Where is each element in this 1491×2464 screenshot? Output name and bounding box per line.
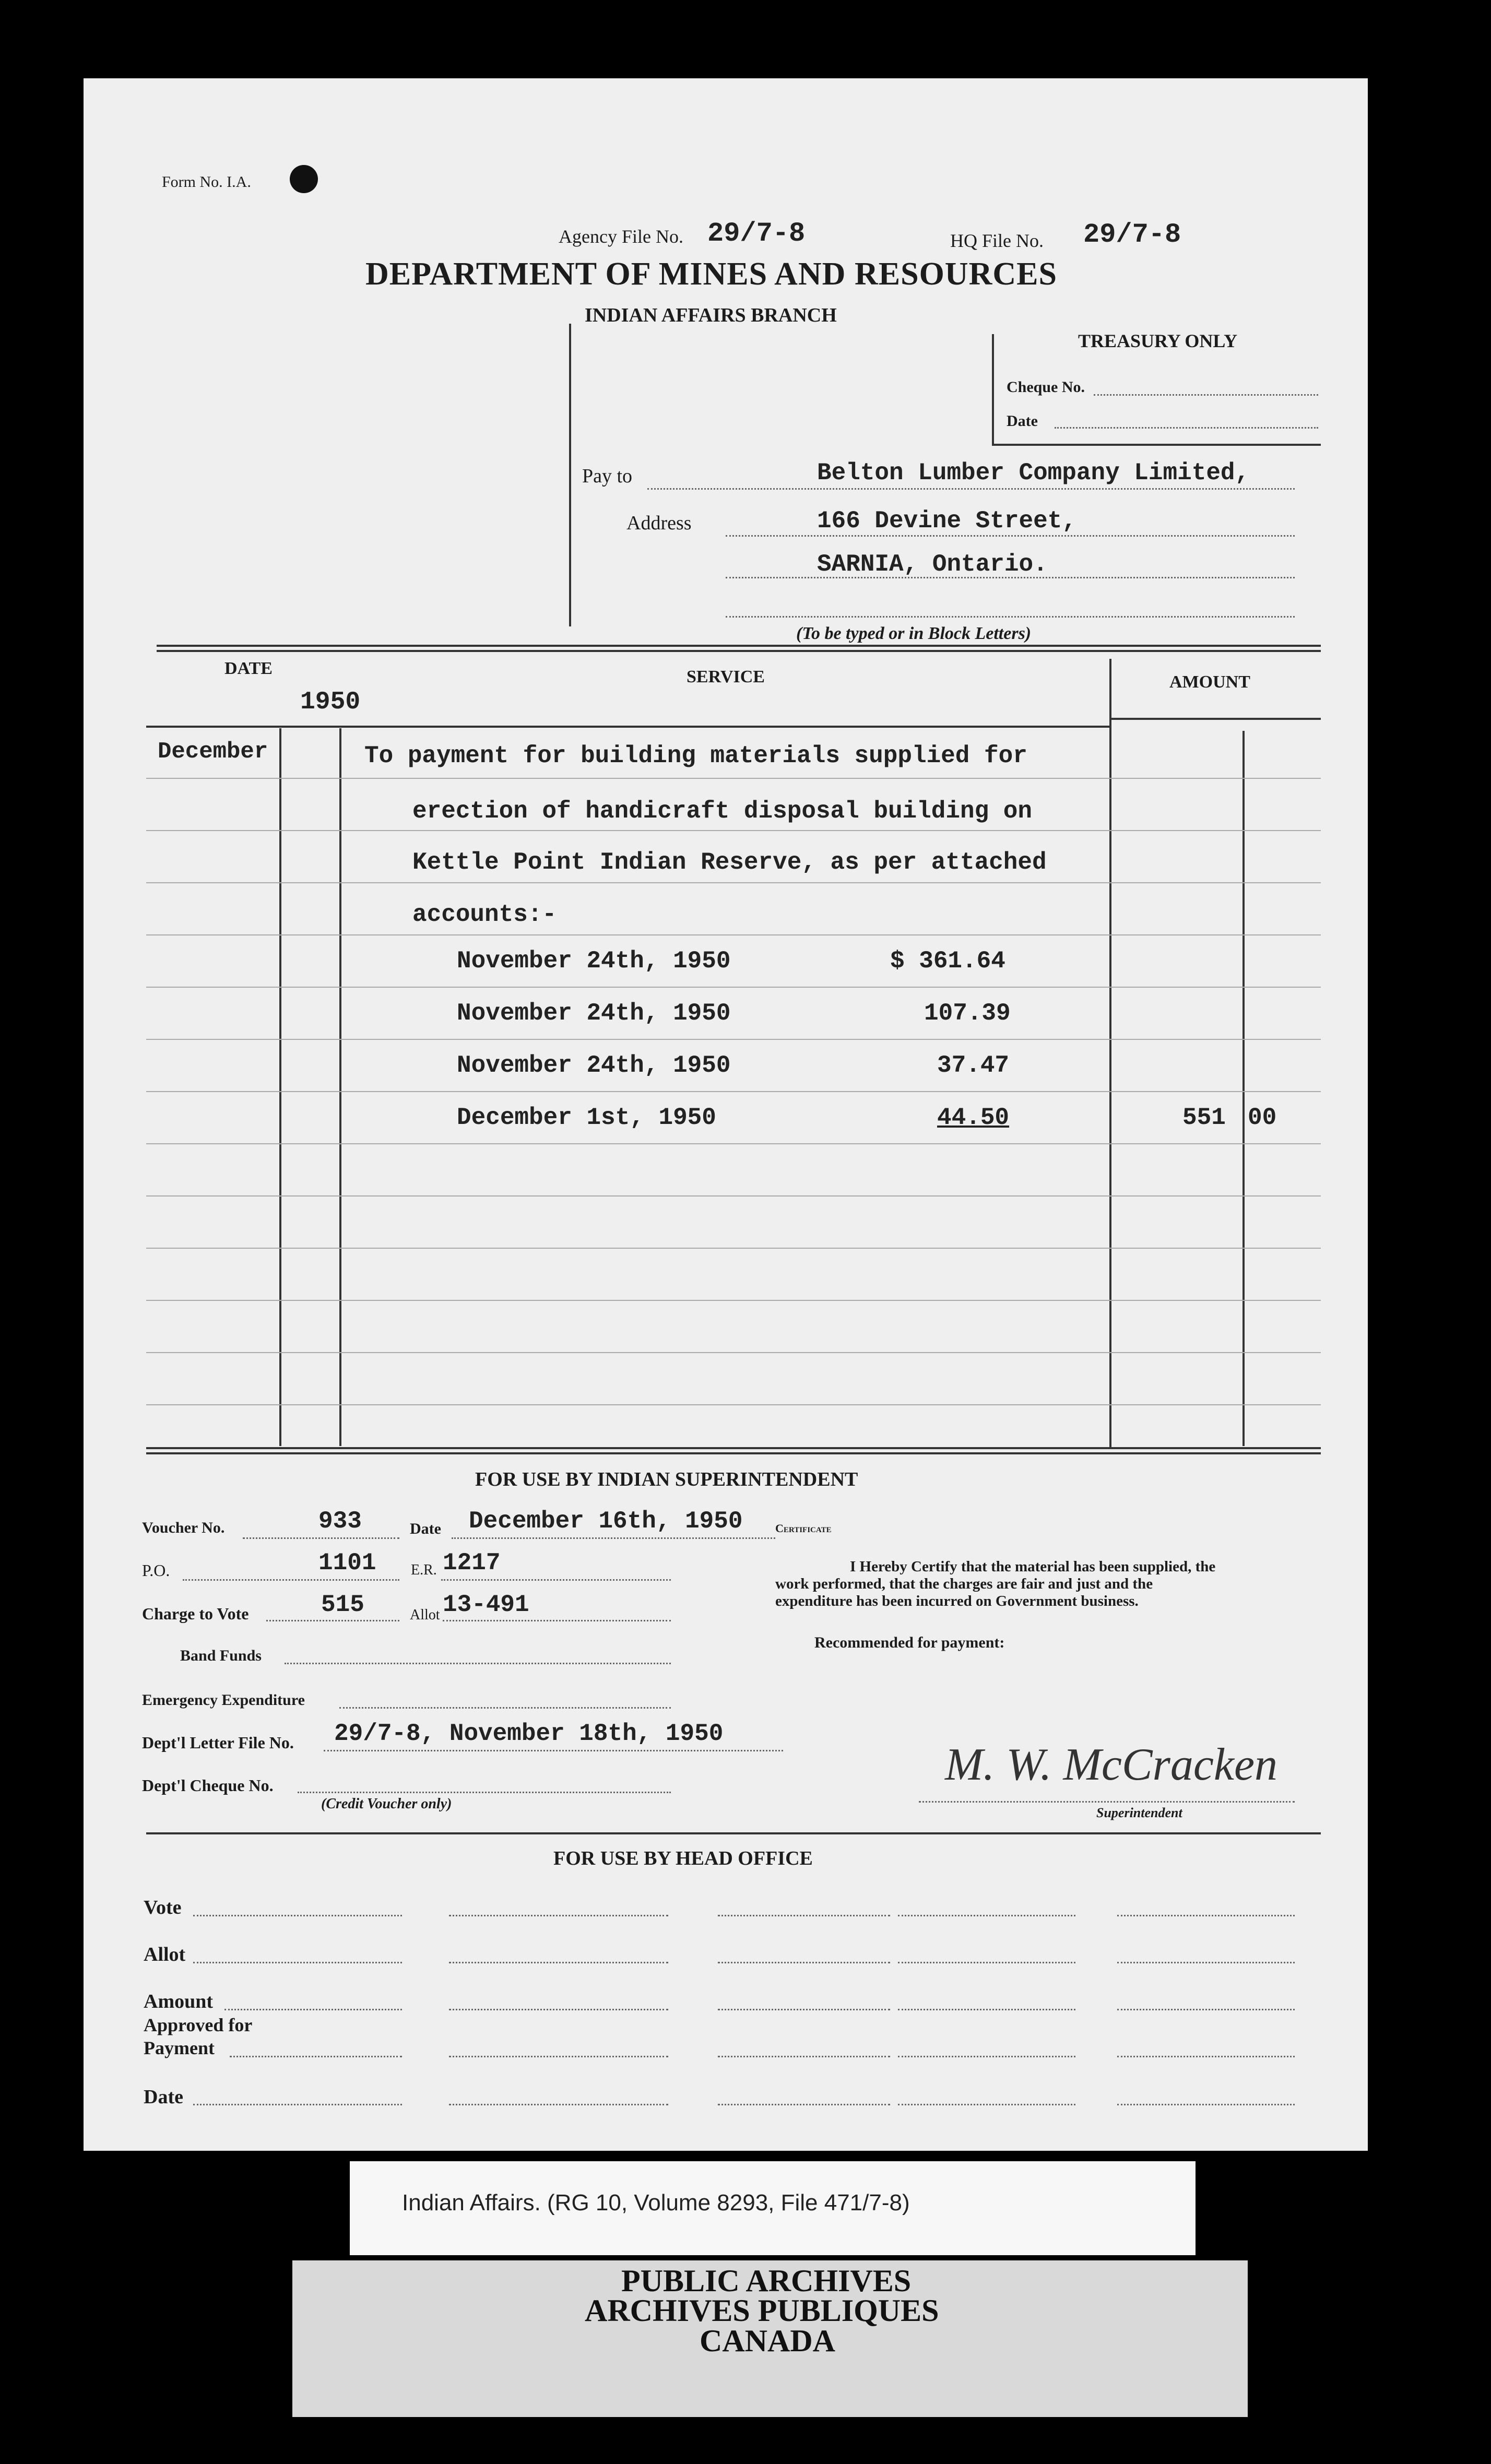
charge-to-vote-label: Charge to Vote: [142, 1604, 249, 1623]
voucher-date-value: December 16th, 1950: [469, 1508, 743, 1535]
agency-file-label: Agency File No.: [559, 226, 683, 247]
hq-file-label: HQ File No.: [950, 230, 1044, 251]
cheque-no-label: Cheque No.: [1007, 378, 1085, 396]
service-line-1: To payment for building materials supplied for: [364, 742, 1027, 769]
emergency-label: Emergency Expenditure: [142, 1691, 305, 1709]
form-number: Form No. I.A.: [162, 173, 251, 191]
voucher-label: Voucher No.: [142, 1519, 225, 1536]
ho-amount-label: Amount: [144, 1991, 214, 2012]
typing-note: (To be typed or in Block Letters): [796, 624, 1032, 643]
hq-file-value: 29/7-8: [1083, 219, 1181, 250]
certificate-label: Certificate: [775, 1522, 832, 1535]
amount-header: AMOUNT: [1169, 672, 1250, 692]
dept-cheque-label: Dept'l Cheque No.: [142, 1776, 274, 1795]
ho-vote-label: Vote: [144, 1897, 182, 1918]
voucher-document: [84, 78, 1368, 2151]
pay-to-label: Pay to: [582, 465, 633, 487]
voucher-date-label: Date: [410, 1520, 441, 1537]
item-4-date: December 1st, 1950: [457, 1104, 716, 1131]
department-title: DEPARTMENT OF MINES AND RESOURCES: [365, 256, 1057, 292]
ho-date-label: Date: [144, 2086, 183, 2108]
address-line-2: SARNIA, Ontario.: [817, 551, 1048, 578]
ho-allot-label: Allot: [144, 1944, 186, 1965]
stamp-line-3: CANADA: [700, 2324, 835, 2358]
item-2-date: November 24th, 1950: [457, 1000, 731, 1027]
certify-line-2: work performed, that the charges are fair and just and the: [775, 1575, 1153, 1592]
stamp-line-2: ARCHIVES PUBLIQUES: [585, 2293, 939, 2328]
agency-file-value: 29/7-8: [707, 218, 806, 249]
total-cents: 00: [1248, 1104, 1277, 1131]
er-value: 1217: [443, 1549, 501, 1577]
allot-label: Allot: [410, 1607, 440, 1623]
item-1-date: November 24th, 1950: [457, 947, 731, 975]
service-line-3: Kettle Point Indian Reserve, as per attached: [412, 849, 1047, 876]
ho-payment-label: Payment: [144, 2037, 215, 2058]
item-3-amount: 37.47: [937, 1052, 1010, 1079]
recommended-label: Recommended for payment:: [814, 1634, 1005, 1651]
treasury-title: TREASURY ONLY: [1078, 330, 1238, 351]
credit-voucher-note: (Credit Voucher only): [321, 1796, 452, 1812]
head-office-title: FOR USE BY HEAD OFFICE: [553, 1847, 813, 1869]
letter-file-value: 29/7-8, November 18th, 1950: [334, 1720, 724, 1747]
item-3-date: November 24th, 1950: [457, 1052, 731, 1079]
item-2-amount: 107.39: [924, 1000, 1011, 1027]
year-value: 1950: [300, 688, 361, 716]
voucher-value: 933: [318, 1508, 362, 1535]
certify-line-1: I Hereby Certify that the material has been supplied, the: [850, 1558, 1216, 1575]
date-header: DATE: [224, 659, 273, 678]
ho-approved-label: Approved for: [144, 2015, 253, 2035]
charge-to-vote-value: 515: [321, 1591, 364, 1618]
band-funds-label: Band Funds: [180, 1647, 262, 1664]
ink-blot: [290, 165, 318, 193]
item-4-amount: 44.50: [937, 1104, 1010, 1131]
allot-value: 13-491: [443, 1591, 529, 1618]
branch-title: INDIAN AFFAIRS BRANCH: [585, 304, 837, 326]
treasury-date-label: Date: [1007, 412, 1038, 430]
archive-reference: Indian Affairs. (RG 10, Volume 8293, File 471/7-8): [402, 2190, 910, 2216]
service-line-4: accounts:-: [412, 901, 557, 928]
certify-line-3: expenditure has been incurred on Government business.: [775, 1593, 1139, 1609]
month-value: December: [158, 739, 268, 765]
superintendent-title-label: Superintendent: [1096, 1805, 1182, 1820]
letter-file-label: Dept'l Letter File No.: [142, 1733, 294, 1752]
superintendent-signature: M. W. McCracken: [945, 1739, 1278, 1790]
superintendent-title: FOR USE BY INDIAN SUPERINTENDENT: [475, 1468, 858, 1490]
er-label: E.R.: [411, 1562, 437, 1578]
address-label: Address: [626, 512, 692, 534]
address-line-1: 166 Devine Street,: [817, 507, 1076, 535]
po-label: P.O.: [142, 1561, 170, 1580]
stamp-line-1: PUBLIC ARCHIVES: [621, 2264, 912, 2298]
po-value: 1101: [318, 1549, 376, 1577]
service-header: SERVICE: [687, 667, 765, 686]
item-1-amount: $ 361.64: [890, 947, 1005, 975]
payee-name: Belton Lumber Company Limited,: [817, 459, 1250, 487]
total-dollars: 551: [1182, 1104, 1226, 1131]
service-line-2: erection of handicraft disposal building on: [412, 798, 1032, 825]
